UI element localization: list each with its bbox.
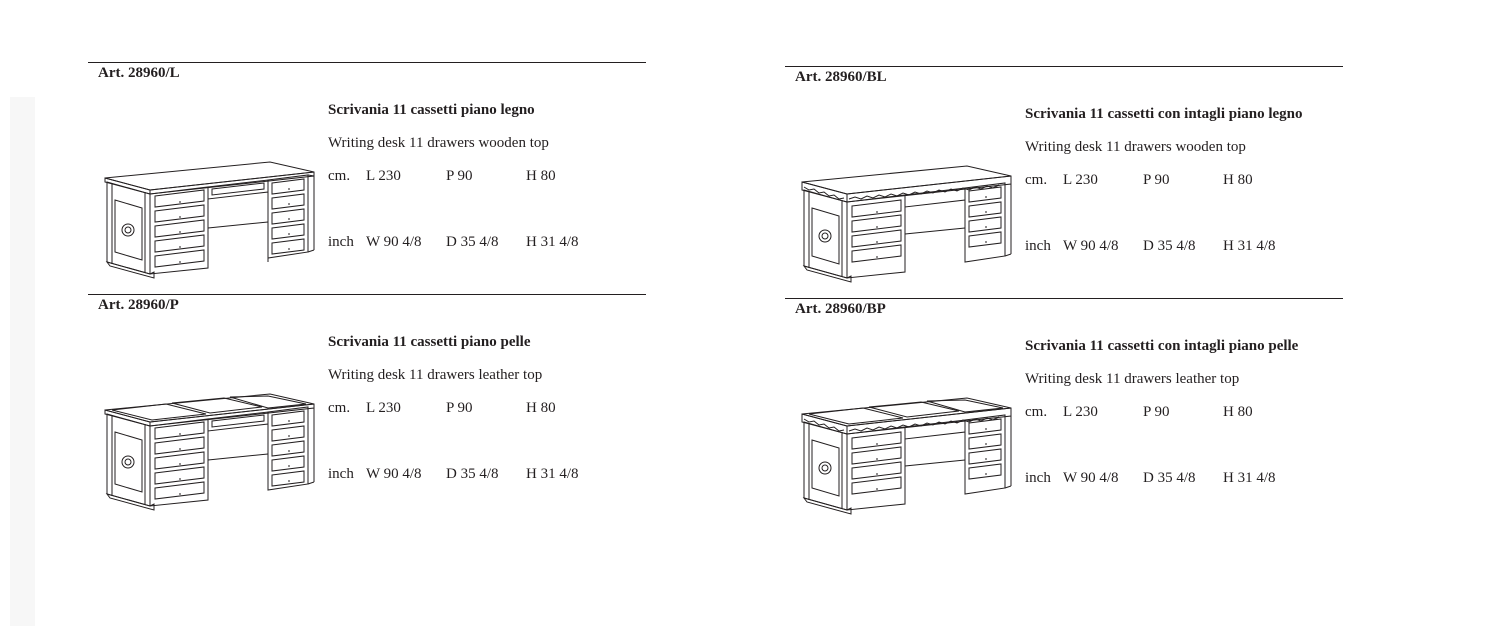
inch-height: H 31 4/8 [526, 466, 579, 482]
section-divider [785, 66, 1343, 67]
cm-height: H 80 [1223, 404, 1253, 420]
article-code: Art. 28960/BL [795, 69, 887, 85]
section-divider [88, 62, 646, 63]
cm-length: L 230 [1063, 172, 1098, 188]
inch-unit-label: inch [328, 466, 354, 482]
cm-height: H 80 [526, 168, 556, 184]
inch-depth: D 35 4/8 [1143, 238, 1196, 254]
inch-width: W 90 4/8 [366, 466, 422, 482]
inch-depth: D 35 4/8 [1143, 470, 1196, 486]
product-section-28960-BP [785, 298, 1343, 528]
product-title-it: Scrivania 11 cassetti piano legno [328, 102, 535, 118]
desk-carved-leather-top-illustration [799, 392, 1014, 517]
inch-unit-label: inch [328, 234, 354, 250]
product-section-28960-P [88, 294, 646, 524]
inch-width: W 90 4/8 [1063, 238, 1119, 254]
inch-depth: D 35 4/8 [446, 234, 499, 250]
inch-height: H 31 4/8 [526, 234, 579, 250]
article-code: Art. 28960/BP [795, 301, 886, 317]
cm-height: H 80 [1223, 172, 1253, 188]
product-title-en: Writing desk 11 drawers wooden top [1025, 139, 1246, 155]
cm-depth: P 90 [1143, 404, 1170, 420]
cm-unit-label: cm. [328, 168, 351, 184]
desk-leather-top-illustration [102, 388, 317, 513]
cm-unit-label: cm. [328, 400, 351, 416]
section-divider [88, 294, 646, 295]
cm-depth: P 90 [1143, 172, 1170, 188]
product-title-en: Writing desk 11 drawers leather top [328, 367, 543, 383]
product-section-28960-L [88, 62, 646, 292]
cm-depth: P 90 [446, 400, 473, 416]
cm-height: H 80 [526, 400, 556, 416]
article-code: Art. 28960/L [98, 65, 180, 81]
desk-wooden-top-illustration [102, 156, 317, 281]
inch-height: H 31 4/8 [1223, 238, 1276, 254]
inch-unit-label: inch [1025, 470, 1051, 486]
section-divider [785, 298, 1343, 299]
inch-height: H 31 4/8 [1223, 470, 1276, 486]
product-title-en: Writing desk 11 drawers wooden top [328, 135, 549, 151]
product-section-28960-BL [785, 66, 1343, 296]
cm-unit-label: cm. [1025, 172, 1048, 188]
left-margin-strip [10, 97, 35, 626]
inch-unit-label: inch [1025, 238, 1051, 254]
desk-carved-wooden-top-illustration [799, 160, 1014, 285]
cm-length: L 230 [1063, 404, 1098, 420]
cm-length: L 230 [366, 400, 401, 416]
cm-depth: P 90 [446, 168, 473, 184]
inch-width: W 90 4/8 [1063, 470, 1119, 486]
product-title-it: Scrivania 11 cassetti piano pelle [328, 334, 531, 350]
inch-width: W 90 4/8 [366, 234, 422, 250]
product-title-it: Scrivania 11 cassetti con intagli piano pelle [1025, 338, 1299, 354]
cm-unit-label: cm. [1025, 404, 1048, 420]
product-title-en: Writing desk 11 drawers leather top [1025, 371, 1240, 387]
cm-length: L 230 [366, 168, 401, 184]
article-code: Art. 28960/P [98, 297, 179, 313]
inch-depth: D 35 4/8 [446, 466, 499, 482]
product-title-it: Scrivania 11 cassetti con intagli piano legno [1025, 106, 1303, 122]
